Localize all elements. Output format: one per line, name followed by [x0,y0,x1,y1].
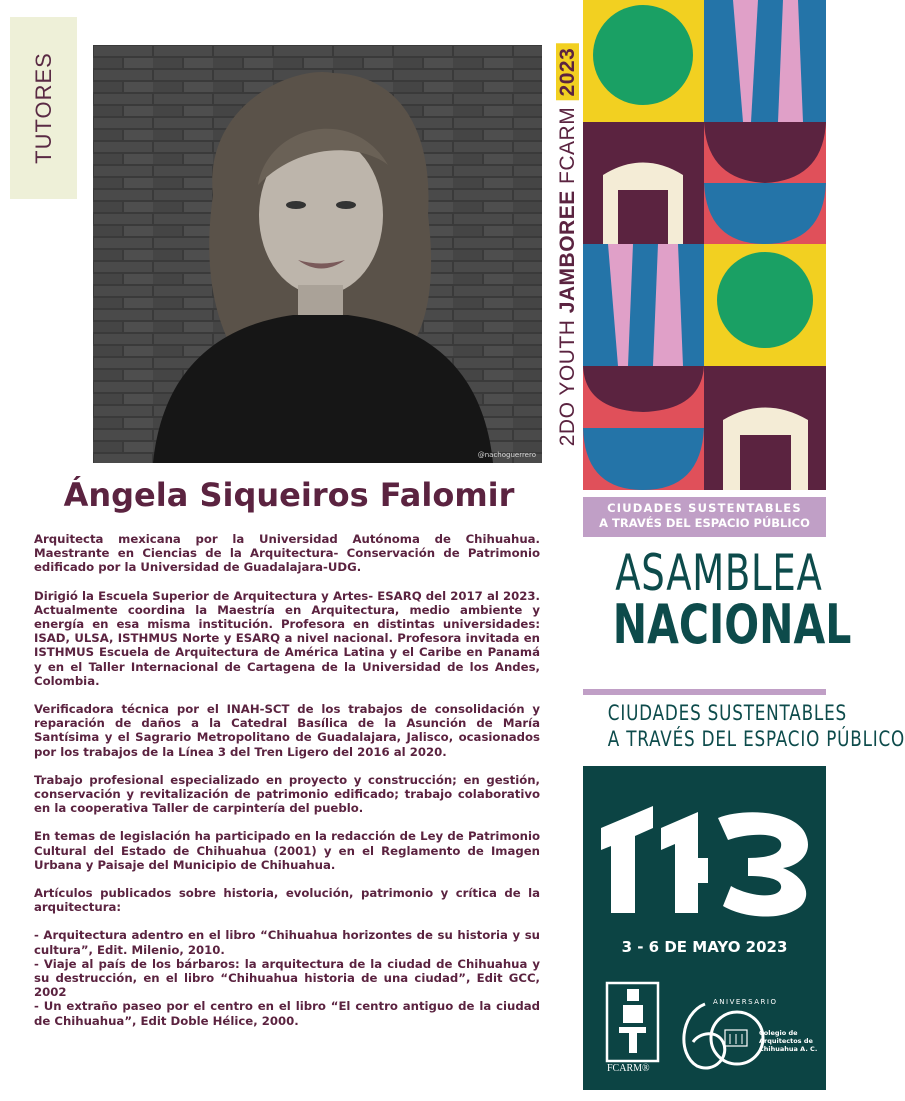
event-footer-panel [583,766,826,1090]
publication-list [34,928,540,1027]
anniversary-label: ANIVERSARIO [713,998,778,1006]
publication-item: - Un extraño paseo por el centro en el libro “El centro antiguo de la ciudad de Chihuahua”, Edit Doble Hélice, 2000. [34,999,540,1028]
bio-paragraph: En temas de legislación ha participado en la redacción de Ley de Patrimonio Cultural del Estado de Chihuahua (2001) y en el Reglamento de Imagen Urbana y Paisaje del Municipio de Chihuahua. [34,829,540,872]
bio-paragraph: Artículos publicados sobre historia, evolución, patrimonio y crítica de la arquitectura: [34,886,540,915]
tutor-name: Ángela Siqueiros Falomir [63,476,515,514]
event-title-line2: NACIONAL [612,593,852,656]
theme-banner-line1: CIUDADES SUSTENTABLES [607,501,802,515]
portrait-image [93,45,542,463]
divider [583,689,826,695]
event-subtitle-line1: CIUDADES SUSTENTABLES [607,701,847,725]
bio-paragraph: Dirigió la Escuela Superior de Arquitectura y Artes- ESARQ del 2017 al 2023. Actualmente coordina la Maestría en Arquitectura, medio ambiente y energía en esa misma institución. Profesora en distintas universidades: ISAD, ULSA, ISTHMUS Norte y ESARQ a nivel nacional. Profesora invitada en ISTHMUS Escuela de Arquitectura de América Latina y el Caribe en Panamá y en el Taller Internacional de Cartagena de la Universidad de los Andes, Colombia. [34,588,540,688]
fcarm-label: FCARM® [607,1063,650,1074]
event-title-line1: ASAMBLEA [615,544,823,602]
vertical-year: 2023 [556,44,579,101]
fcarm-logo-icon [605,981,660,1063]
vertical-org: FCARM [556,100,579,191]
event-dates: 3 - 6 DE MAYO 2023 [621,938,788,956]
event-subtitle [583,700,905,752]
section-tab-label: TUTORES [30,52,56,164]
photo-credit: @nachoguerrero [477,451,536,459]
theme-banner [583,497,826,537]
publication-item: - Arquitectura adentro en el libro “Chihuahua horizontes de su historia y su cultura”, Edit. Milenio, 2010. [34,928,540,957]
bio-paragraph: Verificadora técnica por el INAH-SCT de los trabajos de consolidación y reparación de daños a la Catedral Basílica de la Asunción de María Santísima y el Sagrario Metropolitano de Guadalajara, Jalisco, ocasionados por los trabajos de la Línea 3 del Tren Ligero del 2016 al 2020. [34,702,540,759]
vertical-prefix: 2DO YOUTH [556,313,579,447]
colegio-label: Colegio de Arquitectos de Chihuahua A. C. [759,1029,818,1053]
theme-banner-line2: A TRAVÉS DEL ESPACIO PÚBLICO [599,516,810,530]
anniversary-60-icon [675,994,765,1074]
event-vertical-title [553,0,583,490]
bio-paragraph: Trabajo profesional especializado en proyecto y construcción; en gestión, conservación y revitalización de patrimonio edificado; trabajo colaborativo en la cooperativa Taller de carpintería del pueblo. [34,772,540,816]
event-subtitle-line2: A TRAVÉS DEL ESPACIO PÚBLICO [607,727,905,751]
bio-paragraph: Arquitecta mexicana por la Universidad Autónoma de Chihuahua. Maestrante en Ciencias de la Arquitectura- Conservación de Patrimonio edificado por la Universidad de Guadalajara-UDG. [34,532,540,575]
geometric-pattern [583,0,826,490]
section-tab [10,17,77,199]
publication-item: - Viaje al país de los bárbaros: la arquitectura de la ciudad de Chihuahua y su destrucción, en el libro “Chihuahua historia de una ciudad”, Edit GCC, 2002 [34,956,540,1000]
event-title [583,544,852,656]
tutor-bio [34,532,540,1028]
portrait-photo [93,45,542,463]
event-logo-icon [583,788,826,918]
vertical-bold: JAMBOREE [556,190,579,314]
